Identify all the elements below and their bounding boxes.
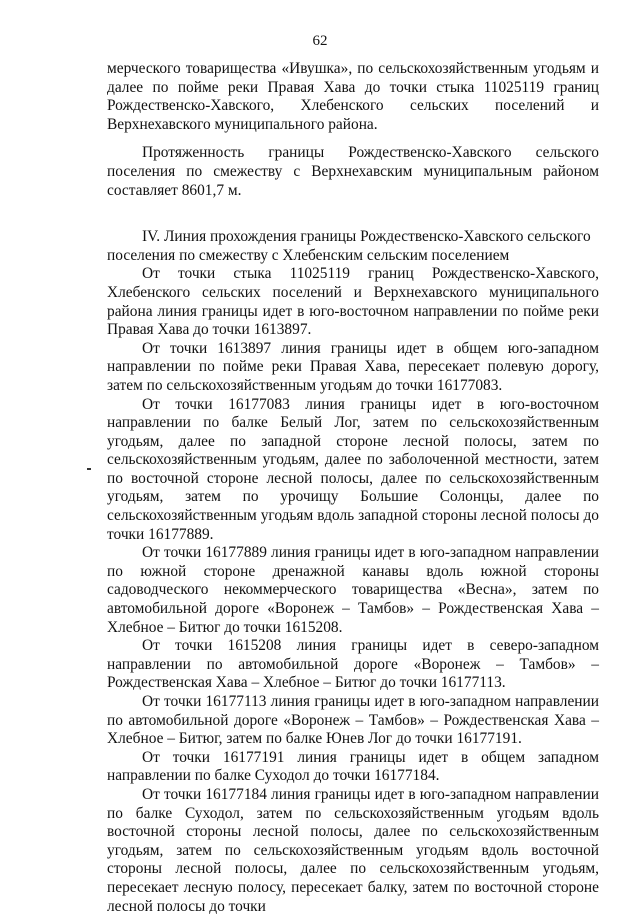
- paragraph-point-1613897: От точки 1613897 линия границы идет в общем юго-западном направлении по пойме реки Правая Хава, пересекает полевую дорогу, затем по сельскохозяйственным угодьям до точки 16177083.: [107, 339, 599, 394]
- section-heading: IV. Линия прохождения границы Рождественско-Хавского сельского поселения по смежеству с Хлебенским сельским поселением: [107, 228, 591, 264]
- paragraph-continuation: мерческого товарищества «Ивушка», по сельскохозяйственным угодьям и далее по пойме реки Правая Хава до точки стыка 11025119 границ Рождественско-Хавского, Хлебенского сельских поселений и Верхнехавского муниципального района.: [107, 60, 599, 133]
- document-body: [107, 60, 599, 916]
- paragraph-boundary-length: Протяженность границы Рождественско-Хавского сельского поселения по смежеству с Верхнехавским муниципальным районом составляет 8601,7 м.: [107, 144, 599, 199]
- paragraph-point-16177184: От точки 16177184 линия границы идет в юго-западном направлении по балке Суходол, затем по сельскохозяйственным угодьям вдоль восточной стороны лесной полосы, далее по сельскохозяйственным угодьям, затем по сельскохозяйственным угодьям вдоль восточной стороны лесной полосы, далее по сельскохозяйственным угодьям, пересекает лесную полосу, пересекает балку, затем по восточной стороне лесной полосы до точки: [107, 785, 599, 915]
- paragraph-point-16177191: От точки 16177191 линия границы идет в общем западном направлении по балке Суходол до точки 16177184.: [107, 748, 599, 785]
- paragraph-point-11025119: От точки стыка 11025119 границ Рождественско-Хавского, Хлебенского сельских поселений и Верхнехавского муниципального района линия границы идет в юго-восточном направлении по пойме реки Правая Хава до точки 1613897.: [107, 265, 599, 339]
- paragraph-point-1615208: От точки 1615208 линия границы идет в северо-западном направлении по автомобильной дороге «Воронеж – Тамбов» – Рождественская Хава – Хлебное – Битюг до точки 16177113.: [107, 637, 599, 692]
- paragraph-point-16177889: От точки 16177889 линия границы идет в юго-западном направлении по южной стороне дренажной канавы вдоль южной стороны садоводческого некоммерческого товарищества «Весна», затем по автомобильной дороге «Воронеж – Тамбов» – Рождественская Хава – Хлебное – Битюг до точки 1615208.: [107, 544, 599, 636]
- paragraph-point-16177113: От точки 16177113 линия границы идет в юго-западном направлении по автомобильной дороге «Воронеж – Тамбов» – Рождественская Хава – Хлебное – Битюг, затем по балке Юнев Лог до точки 16177191.: [107, 693, 599, 748]
- page-number: 62: [312, 33, 328, 49]
- paragraph-point-16177083: От точки 16177083 линия границы идет в юго-восточном направлении по балке Белый Лог, затем по сельскохозяйственным угодьям, далее по западной стороне лесной полосы, затем по сельскохозяйственным угодьям, далее по заболоченной местности, затем по восточной стороне лесной полосы, далее по сельскохозяйственным угодьям, затем по урочищу Большие Солонцы, далее по сельскохозяйственным угодьям вдоль западной стороны лесной полосы до точки 16177889.: [107, 395, 599, 543]
- margin-mark: [87, 468, 91, 470]
